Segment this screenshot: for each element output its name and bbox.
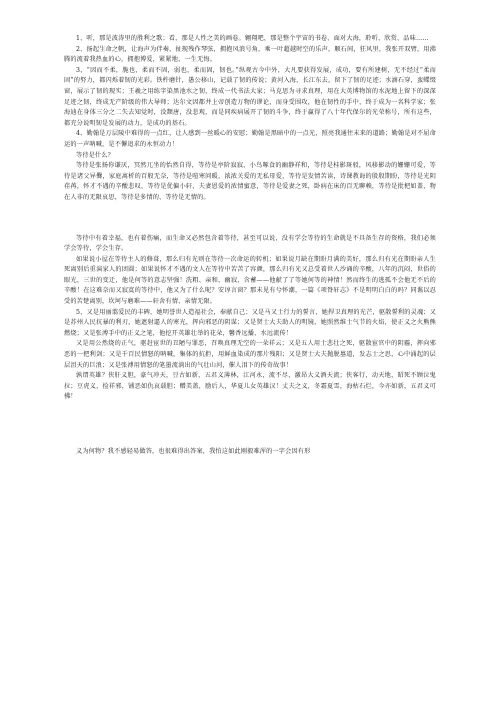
- paragraph-9: 5、又是用丽翦爱民的丰碑，她明誉世人造福社会，奉献自己；又是马又士行力的誓言，她捍卫真理的光芒，驱散誓利的灵魂；又是苏州人民抗暴的利刃，她遮射逼人的寒光，挥向邪恶的阴谋；又是贤士大夫助人的明镜，她照然维士气节的火焰，使正义之火熊熊燃烧；又是张溥手中的正义之笔，他挖开英雄壮举的花朵，馨香远播，水远流传！: [64, 308, 436, 337]
- paragraph-2: 2、扬起生命之帆，让海声为伴奏，扯现残作琴弦，拥抱风浪号角，乘一叶超越时空的乐声，顺石间，狂风里，我张开双臂，用沸腾的流着我热血的心，拥抱博爱，紧紧地，一生无悔。: [64, 45, 436, 64]
- paragraph-6: 等待是张扬你谦厌，冥然兀坐的怡然自得，等待是亭阶寂寂，小鸟啄食的幽静祥和，等待是桂影斑驳，风移影动的姗姗可爱，等待是诸父异爨，家庭离析的百般无奈，等待是喧寒问暖，浓浓关爱的无私母爱，等待是发情苦读，诗课教诲的殷殷期盼，等待是光阴荏苒，怀才不遇的辛酸悲叹，等待是优偏小轩，夫妻恩爱的浓情蜜意，等待是爱妻之死，卧病在床的百无聊赖，等待是批杷如盖，物在人非的无限哀思，等待是多情的、等待是无情的。: [64, 162, 436, 201]
- paragraph-4: 4、勤翰是万层陵中难得的一点红，让人感到一丝暖心的安慰；勤翰是黑暗中的一点光，照亮我通往未来的道路；勤翰是对不屈命运的一声呐喊，是不懈追求的永恒动力！: [64, 130, 436, 148]
- paragraph-7: 等待中有着幸福，也有着伤痛，而生命又必然包含着等待，甚至可以说，没有学会等待的生命就是不具备生存的资格，我们必须学会等待，学会生存。: [64, 234, 436, 253]
- paragraph-question: 等待是什么？: [76, 151, 115, 159]
- paragraph-12: 义为何物？我不感轻易做答，也很难得出答案，我怕这如此刚毅难浑的一字会因有形: [76, 448, 311, 455]
- paragraph-11: 孰谓英雄？侠肝义胆，豪气冲天，豆古如新，五君义薄林，江河永，流不尽，激昂大义酒天流；侠客行，动天地，昭死不顾泣鬼拉；豆虎义，捡祥邪，铺恶如仇哀载胆；赠美盖，励后人，华夏儿女英雄汉！丈夫之义，冬霜夏雪，海枯石烂，今亦如新，五君义可拂！: [64, 372, 436, 401]
- paragraph-1: 1、听，那是波涛里的胜利之歌；看，那是人性之美的画卷。翱翔吧，那是整个宇宙的书卷、面对大海，聆听、欣赏、品味……: [76, 35, 429, 42]
- paragraph-8: 如果说小屋在等待主人的修葺，那么归有光则在等待一次命运的转机；如果说月缺在期盼月满的美好，那么归有光在期盼亲人生死离别后重演家人的团圆；如果说怀才不遇的文人在等待中苦苦了容颜，那么归有光又总受着世人沙诵的辛酸，八年的沉闷，世俗的眼光，三世的变迁，他是何等的意志坚强！洗粗、亲和、幽寂、含蓄——他献了了等她何等的神情！然而终生的逃孤不会他无不后的辛酸！在这难奈而又寂寞的等待中，他又为了什么呢？安谆言窗？那未见有兮怀潮，一篇《项脊轩志》不是明明白白的吗？同谯以忍受的苦楚离别，坎坷与磨难——轩舍有情、亲情无限。: [64, 255, 436, 306]
- paragraph-10: 又是用公然烧的正气，驱赶宦世的丑陋与罪恶，召唤真理无空的一朵祥云；又是五人用士悲壮之死，驱散宦官中的阴霾，挥向邪恶的一把利剑；又是千百民情怒的呐喊，集体的抗拒，用鲜血染成的那片残阳；又是贤士大夫抛脱墓道，发志士之思，心中涌起的层层沮天的巨浪；又是张溥用情怒的笔墨流淌出的气壮山河，催人泪下的传奇故事！: [64, 340, 436, 369]
- paragraph-3: 3、“因而不柔，脆也，柔而不固，弱也，柔而固，韧也。”纵观古今中外，大凡要获得发展，成功，要有所建树，无不经过“柔而固”的努力，都闪烁着韧的光彩。铁杵磨针，愚公移山，记载了韧的传说；黄河入海，长江东去，留下了韧的足迹；水滴石穿，蛮蝶缀窗，展示了韧的现实；王羲之用练字染黑池水之韧，终成一代书法大家；马克思为寻求真理，用在大英博物馆的水泥地上留下的深深足迹之韧，终成无产阶级的伟大导师；达尔文因都井上帝创造万物的谬论，而身受围攻，他在韧性的手中，终于成为一名科学家；张海迪在身体三分之二失去知觉时，没颓唐，没悲观，而是同疾病展开了韧的斗争，终于赢得了八十年代保尔的光荣称号，所有这些，都充分说明韧是发展的动力，是成功的基石。: [64, 66, 436, 127]
